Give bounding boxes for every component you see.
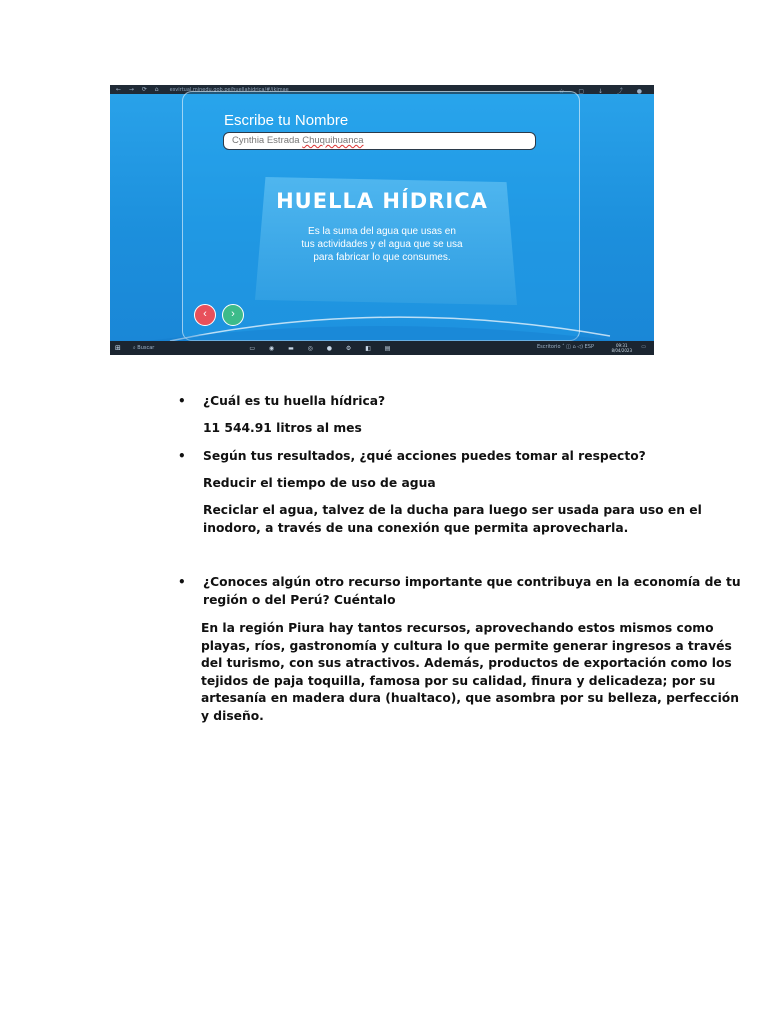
question-3-line: región o del Perú? Cuéntalo bbox=[203, 592, 396, 607]
name-label: Escribe tu Nombre bbox=[224, 112, 349, 129]
name-input[interactable] bbox=[223, 132, 536, 150]
bullet: • bbox=[178, 394, 186, 408]
question-3 bbox=[203, 574, 741, 609]
name-input-value-misspelled: Chuquihuanca bbox=[302, 135, 364, 146]
answer-1: 11 544.91 litros al mes bbox=[203, 421, 362, 435]
bullet: • bbox=[178, 449, 186, 463]
taskbar-tray[interactable]: Escritorio ˄ ◫ ⌂ ◁) ESP bbox=[537, 344, 594, 350]
answer-3-line: artesanía en madera dura (hualtaco), que asombra por su belleza, perfección bbox=[201, 691, 740, 705]
answer-3-paragraph bbox=[201, 620, 739, 725]
next-button[interactable]: › bbox=[222, 304, 244, 326]
windows-start-icon[interactable]: ⊞ bbox=[115, 344, 121, 352]
taskbar-app-icons[interactable]: ▭ ◉ ▬ ◎ ● ⚙ ◧ ▤ bbox=[249, 344, 397, 352]
browser-nav-buttons[interactable]: ← → ⟳ ⌂ bbox=[116, 86, 162, 93]
answer-3-line: tejidos de paja toquilla, famosa por su calidad, finura y delicadeza; por su bbox=[201, 673, 716, 688]
prev-button[interactable]: ‹ bbox=[194, 304, 216, 326]
taskbar-clock: 09:31 8/04/2023 bbox=[611, 343, 632, 353]
windows-taskbar bbox=[110, 341, 654, 355]
answer-3-line: del turismo, con sus atractivos. Además, productos de exportación como los bbox=[201, 656, 732, 670]
answer-3-line: En la región Piura hay tantos recursos, aprovechando estos mismos como bbox=[201, 621, 714, 635]
browser-toolbar-icons[interactable]: ☆ ▢ ↓ ⤴ ● bbox=[559, 88, 648, 95]
answer-3-line: playas, ríos, gastronomía y cultura lo que permite generar ingresos a través bbox=[201, 638, 732, 653]
huella-hidrica-description: Es la suma del agua que usas en tus actividades y el agua que se usa para fabricar lo que consumes. bbox=[301, 226, 463, 263]
answer-2-line-1: Reducir el tiempo de uso de agua bbox=[203, 476, 436, 490]
name-input-value: Cynthia Estrada bbox=[232, 135, 303, 146]
question-2: Según tus resultados, ¿qué acciones puedes tomar al respecto? bbox=[203, 449, 646, 463]
huella-hidrica-title: HUELLA HÍDRICA bbox=[276, 189, 488, 213]
answer-2-paragraph bbox=[203, 502, 702, 537]
browser-url[interactable]: esvirtual.minedu.gob.pe/huellahidrica/#/ikimae bbox=[169, 86, 289, 93]
answer-2-line: inodoro, a través de una conexión que permita aprovecharla. bbox=[203, 520, 629, 535]
answer-3-line: y diseño. bbox=[201, 708, 264, 723]
answer-2-line: Reciclar el agua, talvez de la ducha para luego ser usada para uso en el bbox=[203, 503, 702, 517]
bullet: • bbox=[178, 575, 186, 589]
taskbar-search[interactable]: ⌕ Buscar bbox=[132, 345, 155, 351]
question-3-line: ¿Conoces algún otro recurso importante que contribuya en la economía de tu bbox=[203, 575, 741, 589]
question-1: ¿Cuál es tu huella hídrica? bbox=[203, 394, 386, 408]
notification-icon[interactable]: ▭ bbox=[641, 344, 646, 350]
embedded-screenshot bbox=[110, 85, 654, 355]
